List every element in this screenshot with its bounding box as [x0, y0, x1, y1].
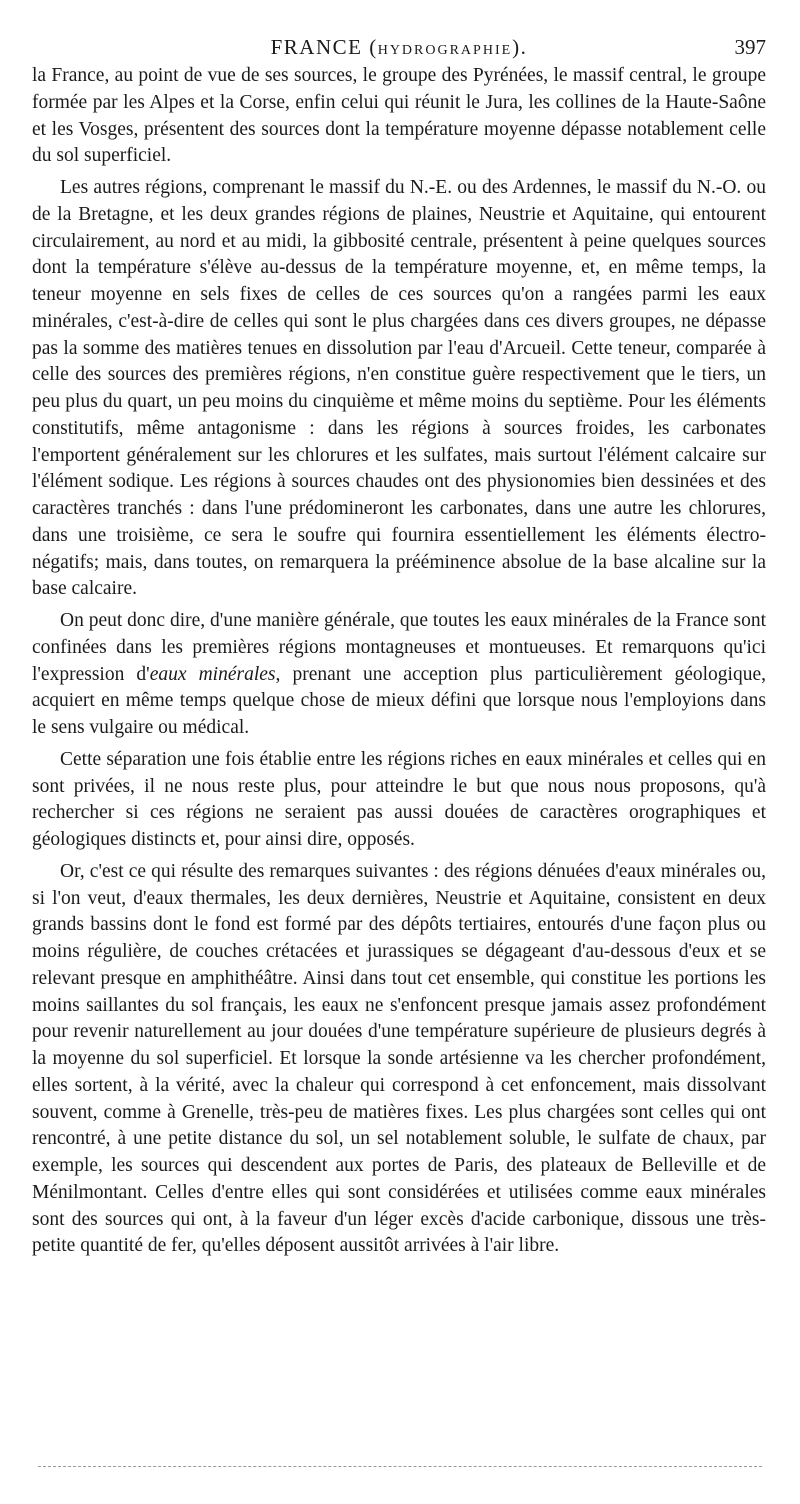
paragraph-1: la France, au point de vue de ses sources, le groupe des Pyrénées, le massif central, le groupe formée par les Alpes et la Corse, enfin celui qui réunit le Jura, les collines de la Haute-Saône et les Vosges, présentent des sources dont la température moyenne dépasse notablement celle du sol superficiel. [32, 65, 766, 167]
running-title-close: ). [512, 35, 528, 59]
paragraph-5: Or, c'est ce qui résulte des remarques suivantes : des régions dénuées d'eaux minérales ou, si l'on veut, d'eaux thermales, les deux dernières, Neustrie et Aquitaine, consistent en deux grands bassins dont le fond est formé par des dépôts tertiaires, entourés d'une façon plus ou moins régulière, de couches crétacées et jurassiques se dégageant d'au-dessous d'eux et se relevant presque en amphithéâtre. Ainsi dans tout cet ensemble, qui constitue les portions les moins saillantes du sol français, les eaux ne s'enfoncent presque jamais assez profondément pour revenir naturellement au jour douées d'une température supérieure de plusieurs degrés à la moyenne du sol superficiel. Et lorsque la sonde artésienne va les chercher profondément, elles sortent, à la vérité, avec la chaleur qui correspond à cet enfoncement, mais dissolvant souvent, comme à Grenelle, très-peu de matières fixes. Les plus chargées sont celles qui ont rencontré, à une petite distance du sol, un sel notablement soluble, le sulfate de chaux, par exemple, les sources qui descendent aux portes de Paris, des plateaux de Belleville et de Ménilmontant. Celles d'entre elles qui sont considérées et utilisées comme eaux minérales sont des sources qui ont, à la faveur d'un léger excès d'acide carbonique, dissous une très-petite quantité de fer, qu'elles déposent aussitôt arrivées à l'air libre. [32, 860, 766, 1257]
page-number: 397 [734, 35, 766, 59]
footer-rule [38, 1466, 762, 1467]
paragraph-3-italic-term: eaux minérales [149, 663, 276, 685]
running-title [32, 33, 766, 65]
running-title-subject: HYDROGRAPHIE [377, 43, 513, 58]
paragraph-3-text-before: On peut donc dire, d'une manière générale, que toutes les eaux minérales de la France sont confinées dans les premières régions montagneuses et montueuses. Et remarquons qu'ici l'expression d' [32, 610, 766, 685]
paragraph-3 [32, 608, 766, 742]
running-header [32, 33, 766, 61]
paragraph-2: Les autres régions, comprenant le massif du N.-E. ou des Ardennes, le massif du N.-O. ou de la Bretagne, et les deux grandes régions de plaines, Neustrie et Aquitaine, qui entourent circulairement, au nord et au midi, la gibbosité centrale, présentent à peine quelques sources dont la température s'élève au-dessus de la température moyenne, et, en même temps, la teneur moyenne en sels fixes de celles de ces sources qu'on a rangées parmi les eaux minérales, c'est-à-dire de celles qui sont le plus chargées dans ces divers groupes, ne dépasse pas la somme des matières tenues en dissolution par l'eau d'Arcueil. Cette teneur, comparée à celle des sources des premières régions, n'en constitue guère respectivement que le tiers, un peu plus du quart, un peu moins du cinquième et même moins du septième. Pour les éléments constitutifs, même antagonisme : dans les régions à sources froides, les carbonates l'emportent généralement sur les chlorures et les sulfates, mais surtout l'élément calcaire sur l'élément sodique. Les régions à sources chaudes ont des physionomies bien dessinées et des caractères tranchés : dans l'une prédomineront les carbonates, dans une autre les chlorures, dans une troisième, ce sera le soufre qui fournira essentiellement les éléments électro-négatifs; mais, dans toutes, on remarquera la prééminence absolue de la base alcaline sur la base calcaire. [32, 177, 766, 600]
paragraph-4: Cette séparation une fois établie entre les régions riches en eaux minérales et celles qui en sont privées, il ne nous reste plus, pour atteindre le but que nous nous proposons, qu'à rechercher si ces régions ne seraient pas aussi douées de caractères orographiques et géologiques distincts et, pour ainsi dire, opposés. [32, 748, 766, 850]
running-title-main: FRANCE ( [270, 35, 378, 59]
body-text [32, 63, 766, 1260]
paragraph-3-text-after: , prenant une acception plus particulièrement géologique, acquiert en même temps quelque chose de mieux défini que lorsque nous l'employions dans le sens vulgaire ou médical. [32, 663, 767, 738]
